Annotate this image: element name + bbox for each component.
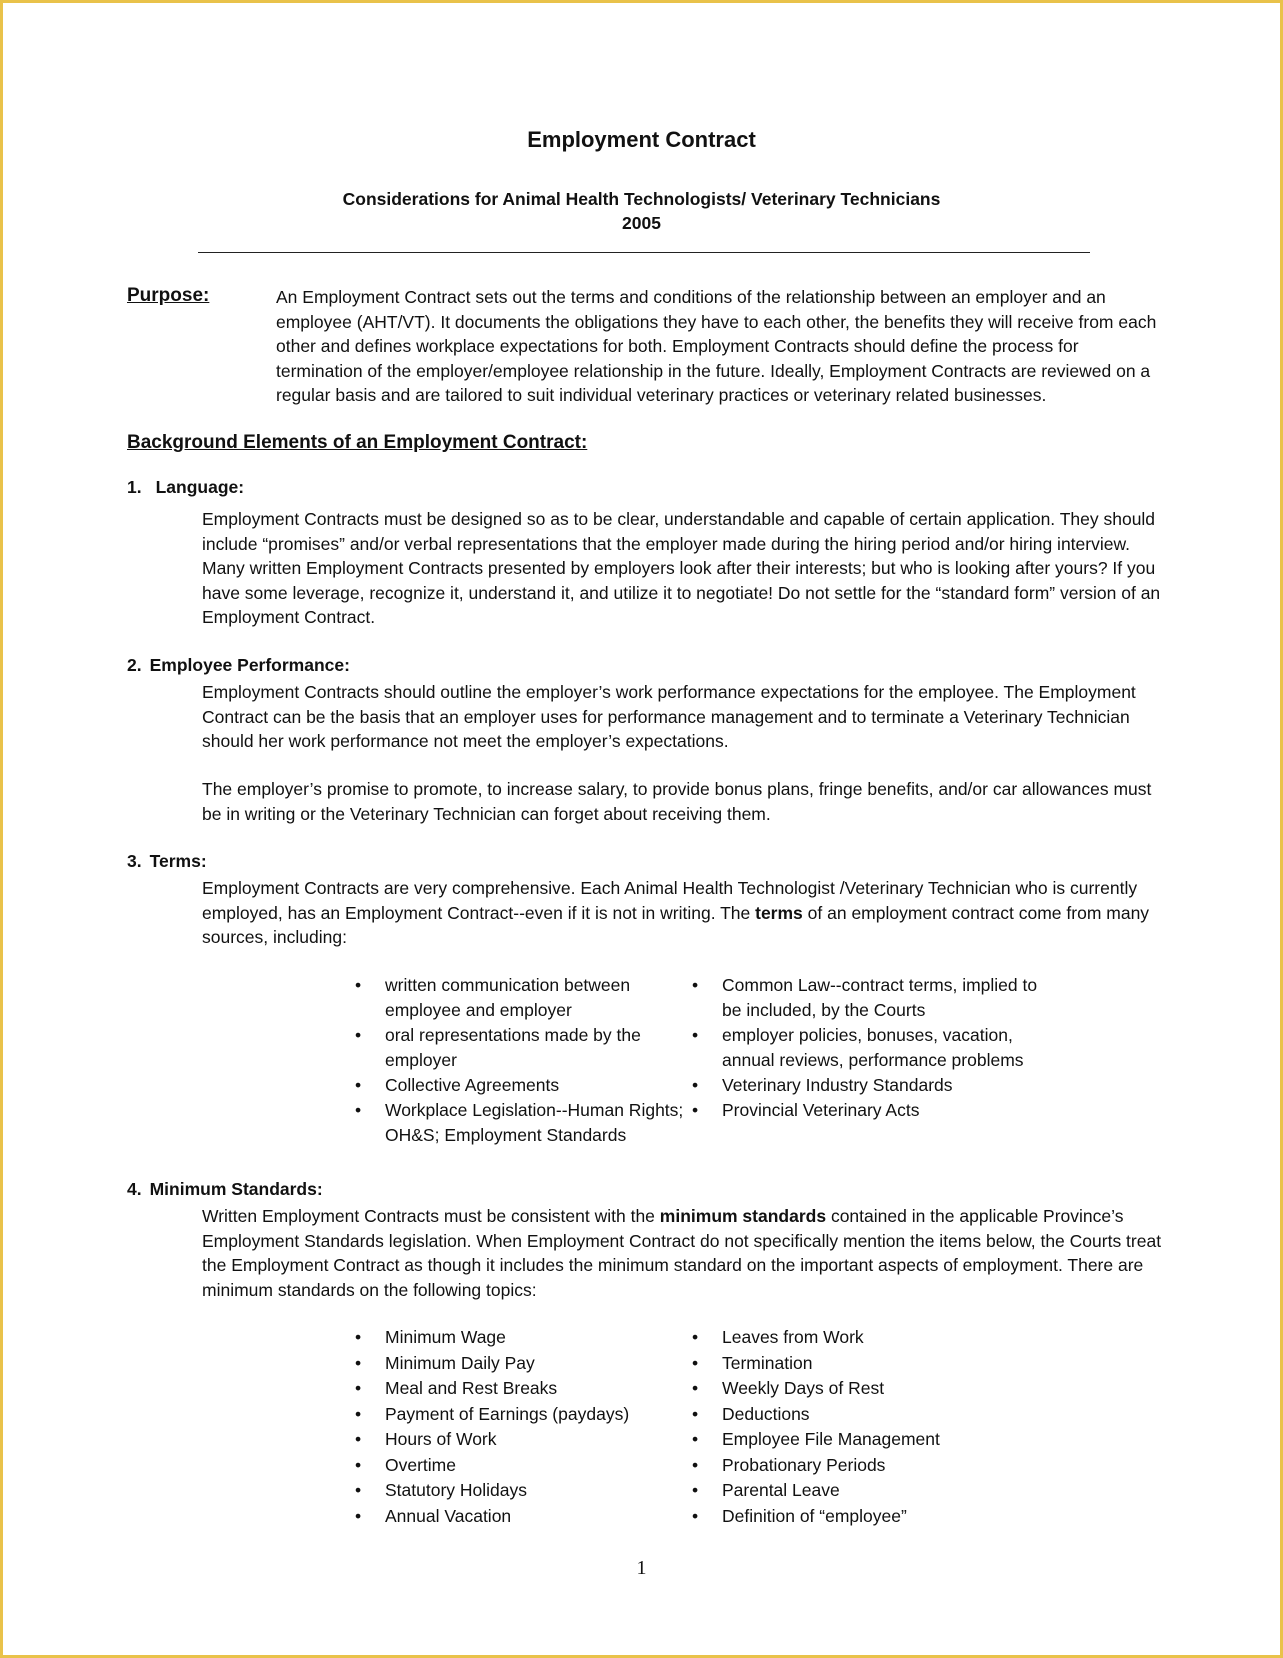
list-item bbox=[692, 1504, 1052, 1530]
section-language-text: Employment Contracts must be designed so as to be clear, understandable and capable of certain application. They should include “promises” and/or verbal representations that the employer made during the hiring period and/or hiring interview. Many written Employment Contracts presented by employers look after their interests; but who is looking after yours? If you have some leverage, recognize it, understand it, and utilize it to negotiate! Do not settle for the “standard form” version of an Employment Contract. bbox=[202, 509, 1161, 627]
list-item-text: Meal and Rest Breaks bbox=[385, 1378, 558, 1398]
bullet-icon: • bbox=[692, 1454, 699, 1475]
purpose-text: An Employment Contract sets out the terms and conditions of the relationship between an employer and an employee (AHT/VT). It documents the obligations they have to each other, the benefits they will receive from each other and defines workplace expectations for both. Employment Contracts should define the process for termination of the employer/employee relationship in the future. Ideally, Employment Contracts are reviewed on a regular basis and are tailored to suit individual veterinary practices or veterinary related businesses. bbox=[276, 287, 1157, 405]
bullet-icon: • bbox=[692, 1025, 699, 1045]
list-item bbox=[692, 1073, 1052, 1098]
section-number: 4. bbox=[127, 1179, 142, 1199]
list-item-text: written communication between employee and employer bbox=[385, 975, 631, 1020]
list-item bbox=[355, 1504, 675, 1530]
section-terms-heading bbox=[127, 851, 207, 872]
minimum-text-before: Written Employment Contracts must be consistent with the bbox=[202, 1206, 660, 1226]
minimum-topics-list-left bbox=[355, 1325, 675, 1529]
list-item bbox=[692, 1325, 1052, 1351]
list-item-text: Parental Leave bbox=[722, 1480, 840, 1500]
bullet-icon: • bbox=[355, 1352, 362, 1373]
list-item bbox=[692, 1023, 1052, 1073]
list-item bbox=[355, 1427, 675, 1453]
terms-text-before: Employment Contracts are very comprehensive. Each Animal Health Technologist /Veterinary Technician who is currently employed, has an Employment Contract--even if it is not in writing. The bbox=[202, 878, 1138, 923]
list-item bbox=[355, 1402, 675, 1428]
list-item-text: Termination bbox=[722, 1352, 813, 1373]
list-item bbox=[355, 1351, 675, 1377]
list-item-text: Workplace Legislation--Human Rights; OH&S; Employment Standards bbox=[385, 1100, 684, 1145]
list-item bbox=[355, 973, 685, 1023]
list-item-text: oral representations made by the employer bbox=[385, 1025, 641, 1070]
list-item bbox=[692, 1402, 1052, 1428]
list-item-text: Statutory Holidays bbox=[385, 1480, 528, 1500]
page-number: 1 bbox=[636, 1557, 647, 1579]
list-item-text: Veterinary Industry Standards bbox=[722, 1075, 953, 1095]
section-minimum-text bbox=[202, 1204, 1167, 1302]
background-heading: Background Elements of an Employment Contract: bbox=[127, 432, 588, 453]
header-rule bbox=[198, 252, 1090, 253]
bullet-icon: • bbox=[355, 1505, 362, 1526]
section-title: Terms: bbox=[149, 851, 207, 871]
list-item bbox=[692, 1351, 1052, 1377]
list-item bbox=[692, 1478, 1052, 1504]
section-language-heading bbox=[127, 477, 244, 498]
bullet-icon: • bbox=[692, 1378, 699, 1398]
list-item-text: Probationary Periods bbox=[722, 1454, 886, 1475]
section-minimum-heading bbox=[127, 1179, 323, 1200]
list-item bbox=[355, 1073, 685, 1098]
list-item-text: employer policies, bonuses, vacation, annual reviews, performance problems bbox=[722, 1025, 1024, 1070]
list-item-text: Annual Vacation bbox=[385, 1505, 512, 1526]
list-item-text: Common Law--contract terms, implied to be included, by the Courts bbox=[722, 975, 1038, 1020]
list-item-text: Weekly Days of Rest bbox=[722, 1378, 885, 1398]
list-item-text: Leaves from Work bbox=[722, 1327, 864, 1347]
document-title: Employment Contract bbox=[527, 127, 756, 152]
list-item-text: Minimum Wage bbox=[385, 1327, 506, 1347]
minimum-text-bold: minimum standards bbox=[659, 1206, 827, 1226]
section-performance-text-1: Employment Contracts should outline the employer’s work performance expectations for the employee. The Employment Contract can be the basis that an employer uses for performance management and to terminate a Veterinary Technician should her work performance not meet the employer’s expectations. bbox=[202, 682, 1136, 751]
bullet-icon: • bbox=[355, 1454, 362, 1475]
bullet-icon: • bbox=[355, 1429, 362, 1449]
section-performance-heading bbox=[127, 655, 350, 676]
terms-text-bold: terms bbox=[755, 902, 803, 923]
document-page bbox=[3, 3, 1280, 1655]
bullet-icon: • bbox=[692, 975, 699, 995]
list-item-text: Deductions bbox=[722, 1403, 810, 1424]
bullet-icon: • bbox=[692, 1505, 699, 1526]
section-performance-text-2: The employer’s promise to promote, to increase salary, to provide bonus plans, fringe benefits, and/or car allowances must be in writing or the Veterinary Technician can forget about receiving them. bbox=[202, 779, 1152, 824]
list-item-text: Payment of Earnings (paydays) bbox=[385, 1403, 630, 1424]
list-item-text: Employee File Management bbox=[722, 1429, 940, 1449]
bullet-icon: • bbox=[355, 975, 362, 995]
subtitle-year: 2005 bbox=[622, 213, 661, 233]
bullet-icon: • bbox=[692, 1480, 699, 1500]
document-subtitle bbox=[3, 187, 1280, 235]
list-item-text: Definition of “employee” bbox=[722, 1505, 907, 1526]
list-item-text: Collective Agreements bbox=[385, 1075, 560, 1095]
terms-sources-list-left bbox=[355, 973, 685, 1148]
list-item bbox=[355, 1453, 675, 1479]
list-item bbox=[355, 1376, 675, 1402]
bullet-icon: • bbox=[355, 1327, 362, 1347]
bullet-icon: • bbox=[692, 1429, 699, 1449]
section-title: Minimum Standards: bbox=[149, 1179, 323, 1199]
bullet-icon: • bbox=[355, 1025, 362, 1045]
list-item-text: Hours of Work bbox=[385, 1429, 497, 1449]
list-item-text: Overtime bbox=[385, 1454, 456, 1475]
list-item bbox=[355, 1478, 675, 1504]
purpose-label: Purpose: bbox=[127, 285, 210, 306]
bullet-icon: • bbox=[692, 1403, 699, 1424]
bullet-icon: • bbox=[355, 1480, 362, 1500]
section-number: 2. bbox=[127, 655, 142, 675]
list-item bbox=[355, 1325, 675, 1351]
bullet-icon: • bbox=[692, 1327, 699, 1347]
minimum-text-after: contained in the applicable Province’s Employment Standards legislation. When Employment Contract do not specifically mention the items below, the Courts treat the Employment Contract as though it includes the minimum standard on the important aspects of employment. There are minimum standards on the following topics: bbox=[202, 1206, 1162, 1300]
list-item bbox=[692, 1376, 1052, 1402]
list-item bbox=[692, 1453, 1052, 1479]
list-item bbox=[355, 1098, 685, 1148]
bullet-icon: • bbox=[355, 1075, 362, 1095]
list-item bbox=[692, 1427, 1052, 1453]
section-number: 1. bbox=[127, 477, 142, 497]
bullet-icon: • bbox=[692, 1100, 699, 1120]
bullet-icon: • bbox=[355, 1403, 362, 1424]
section-title: Employee Performance: bbox=[149, 655, 350, 675]
list-item bbox=[692, 1098, 1052, 1123]
section-number: 3. bbox=[127, 851, 142, 871]
list-item-text: Minimum Daily Pay bbox=[385, 1352, 535, 1373]
bullet-icon: • bbox=[355, 1378, 362, 1398]
terms-sources-list-right bbox=[692, 973, 1052, 1123]
list-item bbox=[355, 1023, 685, 1073]
list-item bbox=[692, 973, 1052, 1023]
minimum-topics-list-right bbox=[692, 1325, 1052, 1529]
list-item-text: Provincial Veterinary Acts bbox=[722, 1100, 920, 1120]
bullet-icon: • bbox=[692, 1075, 699, 1095]
bullet-icon: • bbox=[692, 1352, 699, 1373]
bullet-icon: • bbox=[355, 1100, 362, 1120]
section-terms-text bbox=[202, 876, 1167, 950]
section-title: Language: bbox=[155, 477, 245, 497]
subtitle-line: Considerations for Animal Health Technologists/ Veterinary Technicians bbox=[342, 189, 941, 209]
terms-text-after: of an employment contract come from many sources, including: bbox=[202, 902, 1150, 947]
